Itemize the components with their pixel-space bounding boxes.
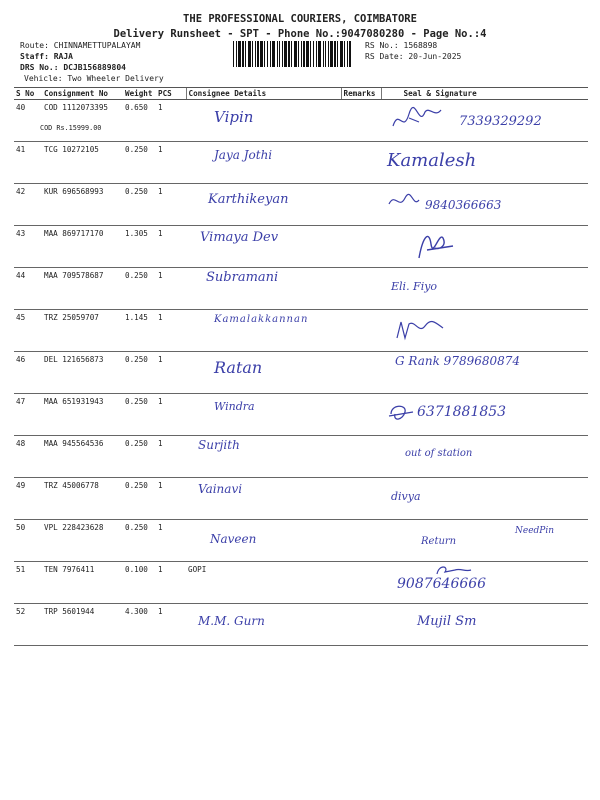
row-consignee xyxy=(186,394,341,436)
handwritten-consignee: Naveen xyxy=(210,532,257,546)
row-sno: 47 xyxy=(14,394,42,436)
row-remarks xyxy=(341,562,381,604)
handwritten-signature: Kamalesh xyxy=(387,150,477,171)
handwritten-signature: 7339329292 xyxy=(459,114,542,129)
row-consignee xyxy=(186,184,341,226)
handwritten-consignee: Kamalakkannan xyxy=(214,314,309,325)
row-signature xyxy=(381,394,588,436)
row-consignment xyxy=(42,100,123,142)
row-sno: 46 xyxy=(14,352,42,394)
handwritten-consignee: Ratan xyxy=(214,358,263,377)
row-consignment: TEN 7976411 xyxy=(42,562,123,604)
row-sno: 42 xyxy=(14,184,42,226)
handwritten-note: NeedPin xyxy=(515,526,555,536)
table-row xyxy=(14,394,588,436)
col-header-weight: Weight xyxy=(123,88,156,100)
row-weight: 0.250 xyxy=(123,268,156,310)
handwritten-consignee: Jaya Jothi xyxy=(214,148,273,162)
row-sno: 51 xyxy=(14,562,42,604)
row-pcs: 1 xyxy=(156,604,186,646)
row-remarks xyxy=(341,394,381,436)
row-remarks xyxy=(341,226,381,268)
signature-scribble xyxy=(409,228,459,264)
row-signature xyxy=(381,520,588,562)
row-remarks xyxy=(341,310,381,352)
table-row xyxy=(14,520,588,562)
row-remarks xyxy=(341,352,381,394)
row-consignment: VPL 228423628 xyxy=(42,520,123,562)
handwritten-signature: G Rank 9789680874 xyxy=(395,354,521,368)
row-consignee xyxy=(186,100,341,142)
row-weight: 1.305 xyxy=(123,226,156,268)
handwritten-consignee: Subramani xyxy=(206,270,279,285)
row-remarks xyxy=(341,436,381,478)
row-pcs: 1 xyxy=(156,562,186,604)
row-remarks xyxy=(341,100,381,142)
row-consignment: TRZ 45006778 xyxy=(42,478,123,520)
handwritten-signature: out of station xyxy=(405,448,473,459)
row-consignee xyxy=(186,562,341,604)
row-consignee xyxy=(186,478,341,520)
table-row xyxy=(14,310,588,352)
drs-number: DRS No.: DCJB156889804 xyxy=(20,63,126,72)
handwritten-signature: 9087646666 xyxy=(397,576,487,592)
row-consignee xyxy=(186,226,341,268)
row-pcs: 1 xyxy=(156,436,186,478)
col-header-seal: Seal & Signature xyxy=(381,88,588,100)
col-header-consignee: Consignee Details xyxy=(186,88,341,100)
table-row xyxy=(14,226,588,268)
row-sno: 48 xyxy=(14,436,42,478)
table-row xyxy=(14,268,588,310)
handwritten-signature: 9840366663 xyxy=(425,198,502,212)
row-pcs: 1 xyxy=(156,352,186,394)
row-pcs: 1 xyxy=(156,520,186,562)
row-weight: 0.250 xyxy=(123,394,156,436)
signature-scribble xyxy=(387,188,423,214)
rs-number: RS No.: 1568898 xyxy=(365,41,438,50)
row-signature xyxy=(381,184,588,226)
row-signature xyxy=(381,436,588,478)
row-sno: 52 xyxy=(14,604,42,646)
row-consignment: MAA 651931943 xyxy=(42,394,123,436)
col-header-sno: S No xyxy=(14,88,42,100)
col-header-consignment: Consignment No xyxy=(42,88,123,100)
row-signature xyxy=(381,268,588,310)
row-remarks xyxy=(341,478,381,520)
row-weight: 0.650 xyxy=(123,100,156,142)
row-weight: 0.250 xyxy=(123,478,156,520)
row-signature xyxy=(381,478,588,520)
row-weight: 0.250 xyxy=(123,142,156,184)
row-consignment-no: COD 1112073395 xyxy=(44,103,109,112)
table-header-row xyxy=(14,88,588,100)
typed-consignee: GOPI xyxy=(188,565,207,574)
row-signature xyxy=(381,142,588,184)
route-label: Route: CHINNAMETTUPALAYAM xyxy=(20,41,141,50)
row-weight: 1.145 xyxy=(123,310,156,352)
row-pcs: 1 xyxy=(156,310,186,352)
row-signature xyxy=(381,352,588,394)
row-weight: 0.250 xyxy=(123,436,156,478)
row-pcs: 1 xyxy=(156,100,186,142)
row-weight: 0.100 xyxy=(123,562,156,604)
row-consignment: MAA 709578687 xyxy=(42,268,123,310)
row-signature xyxy=(381,604,588,646)
col-header-pcs: PCS xyxy=(156,88,186,100)
vehicle-label: Vehicle: Two Wheeler Delivery xyxy=(24,74,164,83)
row-pcs: 1 xyxy=(156,268,186,310)
row-sno: 43 xyxy=(14,226,42,268)
row-sno: 44 xyxy=(14,268,42,310)
row-consignee xyxy=(186,436,341,478)
page-subtitle: Delivery Runsheet - SPT - Phone No.:9047080280 - Page No.:4 xyxy=(113,28,487,40)
row-consignment: KUR 696568993 xyxy=(42,184,123,226)
table-row xyxy=(14,100,588,142)
signature-scribble xyxy=(387,402,415,426)
row-pcs: 1 xyxy=(156,226,186,268)
table-row xyxy=(14,478,588,520)
row-consignee xyxy=(186,310,341,352)
row-sno: 49 xyxy=(14,478,42,520)
row-consignment: TRZ 25059707 xyxy=(42,310,123,352)
row-pcs: 1 xyxy=(156,394,186,436)
signature-scribble xyxy=(393,316,453,344)
table-row xyxy=(14,142,588,184)
row-signature xyxy=(381,562,588,604)
row-weight: 0.250 xyxy=(123,520,156,562)
handwritten-signature: divya xyxy=(391,490,421,503)
row-remarks xyxy=(341,142,381,184)
rs-date: RS Date: 20-Jun-2025 xyxy=(365,52,462,61)
row-sno: 45 xyxy=(14,310,42,352)
row-consignee xyxy=(186,268,341,310)
row-sno: 41 xyxy=(14,142,42,184)
col-header-remarks: Remarks xyxy=(341,88,381,100)
barcode xyxy=(233,41,351,67)
row-consignment: DEL 121656873 xyxy=(42,352,123,394)
row-consignment: TCG 10272105 xyxy=(42,142,123,184)
table-row xyxy=(14,562,588,604)
table-row xyxy=(14,352,588,394)
runsheet-table xyxy=(14,87,588,646)
staff-label: Staff: RAJA xyxy=(20,52,73,61)
row-signature xyxy=(381,310,588,352)
table-row xyxy=(14,184,588,226)
row-pcs: 1 xyxy=(156,142,186,184)
handwritten-consignee: Karthikeyan xyxy=(208,192,289,207)
row-consignee xyxy=(186,352,341,394)
handwritten-consignee: Surjith xyxy=(198,438,240,452)
handwritten-signature: Eli. Fiyo xyxy=(391,280,438,293)
page-title: THE PROFESSIONAL COURIERS, COIMBATORE xyxy=(183,13,417,25)
row-remarks xyxy=(341,604,381,646)
row-consignment: TRP 5601944 xyxy=(42,604,123,646)
handwritten-consignee: Vipin xyxy=(214,108,254,126)
row-consignee xyxy=(186,604,341,646)
row-weight: 0.250 xyxy=(123,352,156,394)
handwritten-signature: Return xyxy=(421,536,457,547)
row-signature xyxy=(381,100,588,142)
handwritten-consignee: Vainavi xyxy=(198,482,243,496)
row-sno: 40 xyxy=(14,100,42,142)
row-consignment: MAA 869717170 xyxy=(42,226,123,268)
handwritten-signature: 6371881853 xyxy=(417,404,507,420)
row-consignment: MAA 945564536 xyxy=(42,436,123,478)
signature-scribble xyxy=(389,104,459,136)
cod-amount: COD Rs.15999.00 xyxy=(40,124,102,132)
handwritten-consignee: Vimaya Dev xyxy=(200,230,279,245)
handwritten-consignee: Windra xyxy=(214,400,255,413)
row-consignee xyxy=(186,520,341,562)
row-remarks xyxy=(341,268,381,310)
table-row xyxy=(14,604,588,646)
row-consignee xyxy=(186,142,341,184)
handwritten-signature: Mujil Sm xyxy=(417,614,477,629)
row-pcs: 1 xyxy=(156,478,186,520)
row-pcs: 1 xyxy=(156,184,186,226)
row-sno: 50 xyxy=(14,520,42,562)
handwritten-consignee: M.M. Gurn xyxy=(198,614,265,628)
table-row xyxy=(14,436,588,478)
row-weight: 0.250 xyxy=(123,184,156,226)
row-weight: 4.300 xyxy=(123,604,156,646)
row-remarks xyxy=(341,520,381,562)
row-remarks xyxy=(341,184,381,226)
row-signature xyxy=(381,226,588,268)
